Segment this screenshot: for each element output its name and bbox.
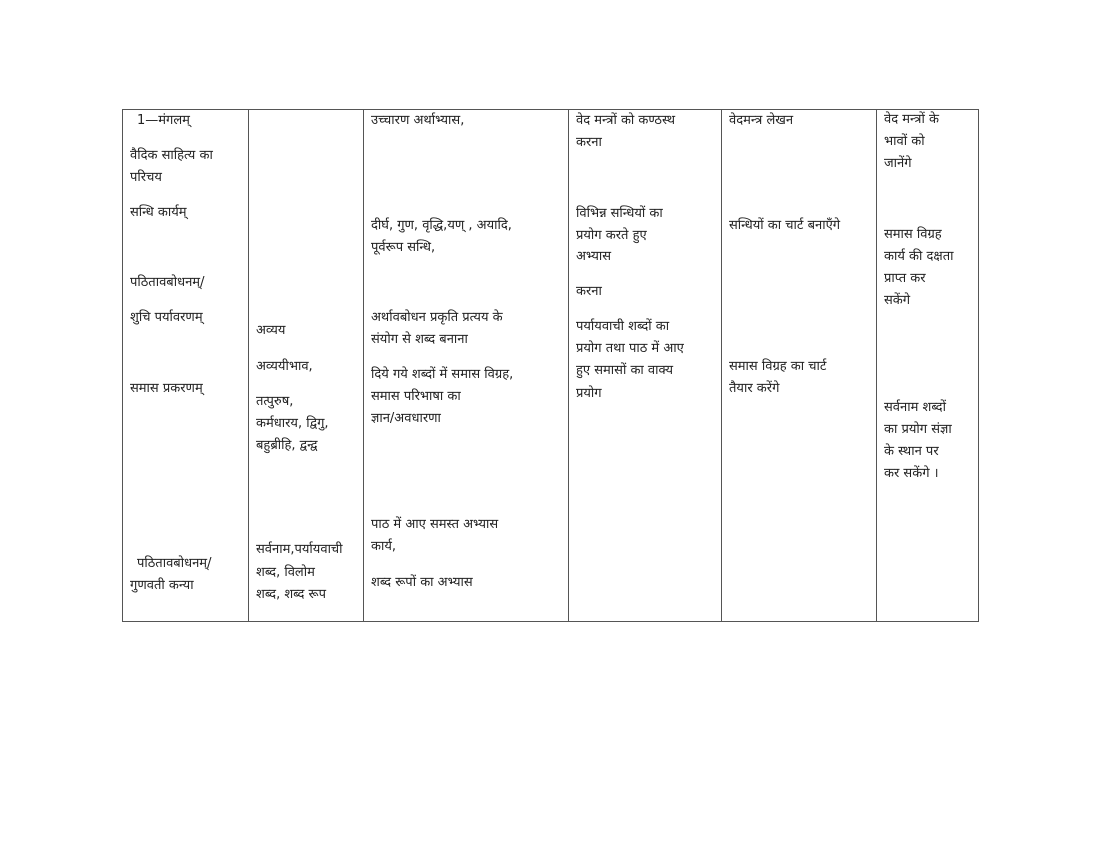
outcome-text: कार्य की दक्षता bbox=[884, 249, 954, 264]
activity-text: संयोग से शब्द बनाना bbox=[371, 332, 468, 347]
grammar-topic: तत्पुरुष, bbox=[256, 394, 294, 409]
practice-text: करना bbox=[576, 284, 602, 299]
lesson-topic: सन्धि कार्यम् bbox=[130, 205, 187, 220]
outcome-column-cell bbox=[877, 110, 979, 622]
task-text: समास विग्रह का चार्ट bbox=[729, 359, 827, 374]
grammar-topic: बहुब्रीहि, द्वन्द्व bbox=[256, 438, 318, 453]
outcome-text: सकेंगे bbox=[884, 293, 911, 308]
outcome-text: के स्थान पर bbox=[884, 444, 939, 459]
lesson-title: गुणवती कन्या bbox=[130, 578, 194, 593]
syllabus-table bbox=[122, 109, 979, 622]
practice-text: अभ्यास bbox=[576, 249, 612, 264]
practice-text: पर्यायवाची शब्दों का bbox=[576, 319, 670, 334]
activity-text: ज्ञान/अवधारणा bbox=[371, 411, 441, 426]
lesson-title: 1—मंगलम् bbox=[137, 113, 190, 128]
grammar-topic: शब्द, शब्द रूप bbox=[256, 587, 327, 602]
outcome-text: वेद मन्त्रों के bbox=[884, 112, 939, 127]
practice-text: प्रयोग bbox=[576, 386, 602, 401]
grammar-column-cell bbox=[249, 110, 364, 622]
grammar-topic: सर्वनाम,पर्यायवाची bbox=[256, 542, 343, 557]
activity-text: दीर्घ, गुण, वृद्धि,यण् , अयादि, bbox=[371, 218, 512, 233]
lesson-title: पठितावबोधनम्/ bbox=[137, 556, 212, 571]
lesson-column-cell bbox=[123, 110, 249, 622]
outcome-text: सर्वनाम शब्दों bbox=[884, 400, 946, 415]
activity-text: समास परिभाषा का bbox=[371, 389, 461, 404]
outcome-text: प्राप्त कर bbox=[884, 271, 926, 286]
lesson-topic: समास प्रकरणम् bbox=[130, 381, 203, 396]
practice-text: विभिन्न सन्धियों का bbox=[576, 206, 663, 221]
outcome-text: का प्रयोग संज्ञा bbox=[884, 422, 952, 437]
practice-text: हुए समासों का वाक्य bbox=[576, 363, 674, 378]
lesson-title: पठितावबोधनम्/ bbox=[130, 275, 205, 290]
practice-column-cell bbox=[569, 110, 722, 622]
lesson-title: शुचि पर्यावरणम् bbox=[130, 310, 203, 325]
lesson-topic: परिचय bbox=[130, 170, 162, 185]
activity-text: पाठ में आए समस्त अभ्यास bbox=[371, 517, 499, 532]
task-column-cell bbox=[722, 110, 877, 622]
grammar-topic: शब्द, विलोम bbox=[256, 565, 315, 580]
outcome-text: समास विग्रह bbox=[884, 227, 942, 242]
activity-text: उच्चारण अर्थाभ्यास, bbox=[371, 113, 465, 128]
outcome-text: भावों को bbox=[884, 134, 925, 149]
grammar-topic: अव्ययीभाव, bbox=[256, 359, 313, 374]
activity-column-cell bbox=[364, 110, 569, 622]
outcome-text: जानेंगे bbox=[884, 156, 912, 171]
activity-text: दिये गये शब्दों में समास विग्रह, bbox=[371, 367, 514, 382]
grammar-topic: अव्यय bbox=[256, 323, 286, 338]
task-text: तैयार करेंगे bbox=[729, 381, 780, 396]
task-text: वेदमन्त्र लेखन bbox=[729, 113, 794, 128]
activity-text: शब्द रूपों का अभ्यास bbox=[371, 575, 473, 590]
practice-text: प्रयोग करते हुए bbox=[576, 228, 647, 243]
activity-text: कार्य, bbox=[371, 539, 397, 554]
grammar-topic: कर्मधारय, द्विगु, bbox=[256, 416, 329, 431]
practice-text: करना bbox=[576, 135, 602, 150]
task-text: सन्धियों का चार्ट बनाएँगे bbox=[729, 218, 841, 233]
practice-text: वेद मन्त्रों को कण्ठस्थ bbox=[576, 113, 676, 128]
activity-text: पूर्वरूप सन्धि, bbox=[371, 240, 436, 255]
lesson-topic: वैदिक साहित्य का bbox=[130, 148, 213, 163]
outcome-text: कर सकेंगे । bbox=[884, 466, 939, 481]
table-row bbox=[123, 110, 979, 622]
activity-text: अर्थावबोधन प्रकृति प्रत्यय के bbox=[371, 310, 503, 325]
practice-text: प्रयोग तथा पाठ में आए bbox=[576, 341, 684, 356]
